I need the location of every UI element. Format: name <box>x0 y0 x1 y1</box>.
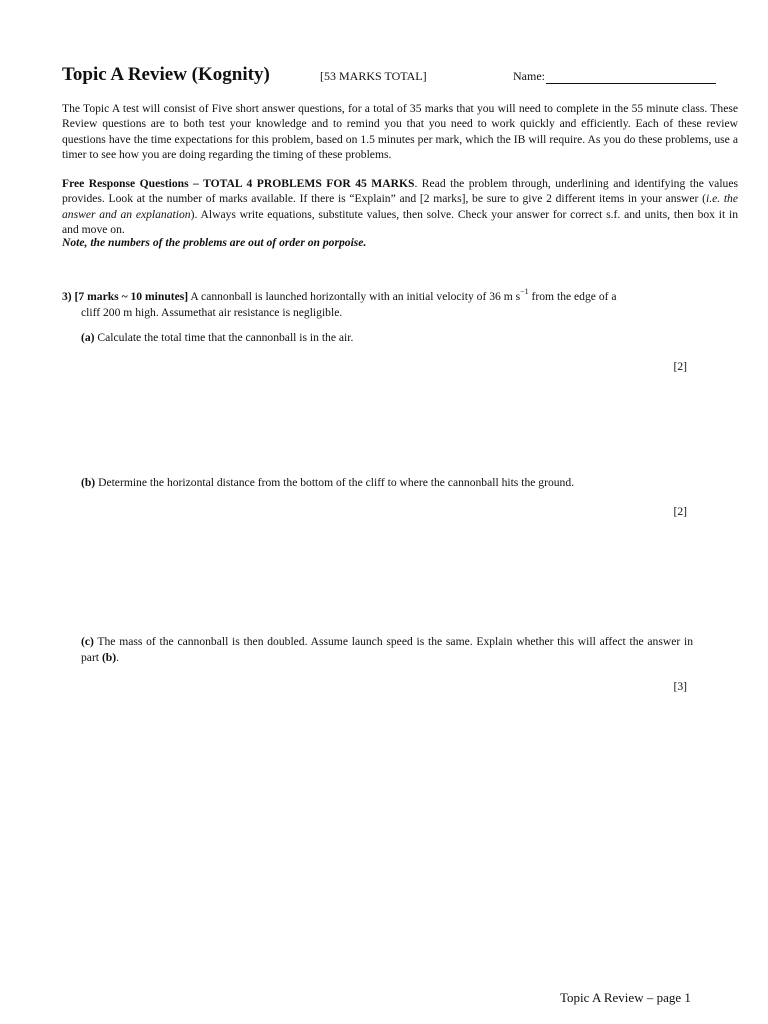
part-b-label: (b) <box>81 476 96 489</box>
frq-text-2: ). Always write equations, substitute values, then solve. Check your answer for correct s.f. and units, then box it in and move on. <box>62 207 739 236</box>
part-c-label: (c) <box>81 635 94 648</box>
part-a-text: Calculate the total time that the cannonball is in the air. <box>94 331 354 344</box>
part-c <box>81 634 693 666</box>
question-3 <box>62 285 702 321</box>
name-blank-line[interactable] <box>546 71 716 84</box>
question-3-prefix: 3) [7 marks ~ 10 minutes] <box>62 289 189 303</box>
part-b-marks: [2] <box>673 505 687 518</box>
page-footer: Topic A Review – page 1 <box>560 990 691 1005</box>
frq-heading: Free Response Questions – TOTAL 4 PROBLEMS FOR 45 MARKS <box>62 177 415 190</box>
name-field[interactable] <box>513 69 716 84</box>
part-a-marks: [2] <box>673 360 687 373</box>
question-3-line-2: cliff 200 m high. Assumethat air resistance is negligible. <box>81 305 343 319</box>
part-a-label: (a) <box>81 331 95 344</box>
frq-text-1: . Read the problem through, underlining and identifying the values provides. Look at the number of marks available. If there is “Explain” and [2 marks], be sure to give 2 different items in your answer ( <box>62 177 738 206</box>
frq-italic: i.e. the answer and an explanation <box>62 192 739 221</box>
question-3-superscript: −1 <box>520 287 529 296</box>
frq-note: Note, the numbers of the problems are out of order on porpoise. <box>62 236 367 249</box>
part-a <box>81 330 353 346</box>
page-title: Topic A Review (Kognity) <box>62 64 270 85</box>
part-c-text: The mass of the cannonball is then doubled. Assume launch speed is the same. Explain whether this will affect the answer in part <box>81 635 693 664</box>
question-3-text-a: A cannonball is launched horizontally with an initial velocity of 36 m s <box>188 289 521 303</box>
marks-total: [53 MARKS TOTAL] <box>320 69 427 83</box>
name-label: Name: <box>513 69 545 83</box>
frq-instructions <box>62 176 738 237</box>
part-c-ref: (b) <box>101 651 117 664</box>
part-c-marks: [3] <box>673 680 687 693</box>
part-b-text: Determine the horizontal distance from the bottom of the cliff to where the cannonball hits the ground. <box>95 476 575 489</box>
question-3-text-b: from the edge of a <box>528 289 617 303</box>
intro-paragraph: The Topic A test will consist of Five short answer questions, for a total of 35 marks that you will need to complete in the 55 minute class. These Review questions are to both test your knowledge and to remind you that you need to work quickly and efficiently. Each of these review questions have the time expectations for this problem, based on 1.5 minutes per mark, which the IB will require. As you do these problems, use a timer to see how you are doing regarding the timing of these problems. <box>62 102 738 161</box>
part-c-end: . <box>116 651 120 664</box>
part-b <box>81 475 574 491</box>
